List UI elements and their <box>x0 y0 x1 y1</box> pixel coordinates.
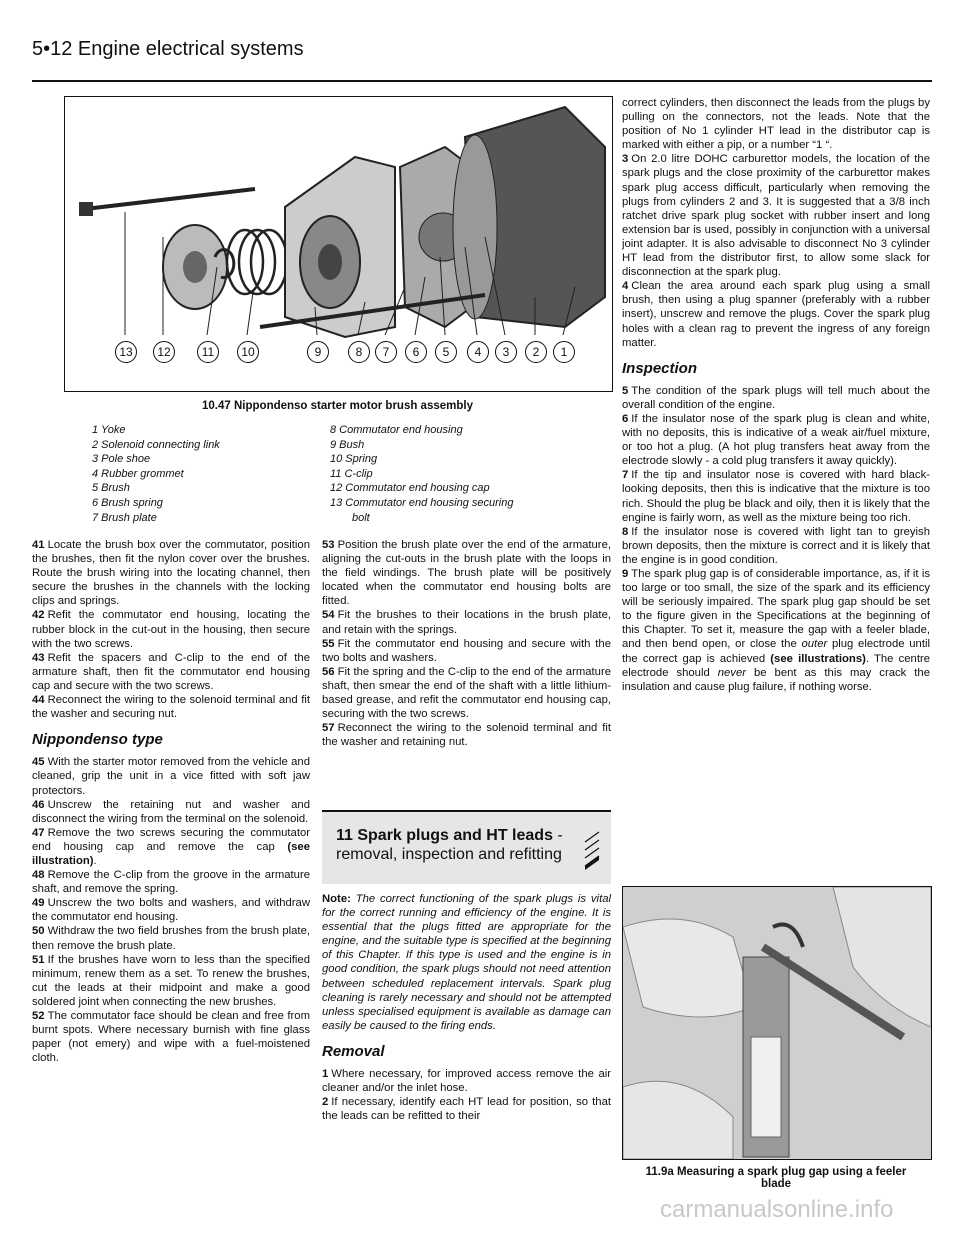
callout-7: 7 <box>375 341 397 363</box>
figure-legend-left <box>92 423 220 525</box>
paragraph: 9 The spark plug gap is of considerable importance, as, if it is too large or too small, the size of the spark and its efficiency will be seriously impaired. The spark plug gap should be set to the figure given in the Specifications at the beginning of this Chapter. To set it, measure the gap with a feeler blade, and then bend open, or close the outer plug electrode until the correct gap is achieved (see illustrations). The centre electrode should never be bent as this may crack the insulation and cause plug failure, if nothing worse. <box>622 568 931 693</box>
column-3 <box>622 96 930 694</box>
subheading: Removal <box>322 1042 385 1060</box>
note-paragraph: Note: The correct functioning of the spark plugs is vital for the correct running and efficiency of the engine. It is essential that the plugs fitted are appropriate for the engine, and the suitable type is specified at the beginning of this Chapter. If this type is used and the engine is in good condition, the spark plugs should not need attention between scheduled replacement intervals. Spark plug cleaning is rarely necessary and should not be attempted unless specialised equipment is available as damage can easily be caused to the firing ends. <box>322 893 611 1032</box>
paragraph: 1 Where necessary, for improved access remove the air cleaner and/or the inlet hose. <box>322 1068 611 1095</box>
paragraph: 44 Reconnect the wiring to the solenoid terminal and fit the washer and securing nut. <box>32 694 310 721</box>
paragraph: 53 Position the brush plate over the end of the armature, aligning the cut-outs in the brush plate with the loops in the field windings. The brush plate will be positively located when the commutator end housing bolts are fitted. <box>322 539 611 608</box>
paragraph: 7 If the tip and insulator nose is covered with hard black-looking deposits, then this is indicative that the mixture is too rich. Should the plug be black and oily, then it is likely that the engine is fairly worn, as well as the mixture being too rich. <box>622 469 930 524</box>
paragraph: 49 Unscrew the two bolts and washers, and withdraw the commutator end housing. <box>32 897 310 924</box>
legend-item: bolt <box>352 511 370 524</box>
figure-caption: 10.47 Nippondenso starter motor brush assembly <box>202 400 473 412</box>
column-2 <box>322 538 611 749</box>
spark-plug-photo <box>622 886 932 1160</box>
paragraph: 4 Clean the area around each spark plug using a small brush, then using a plug spanner (preferably with a rubber insert), unscrew and remove the plugs. Cover the spark plug holes with a clean rag to prevent the ingress of any foreign matter. <box>622 280 930 349</box>
figure-callouts <box>65 337 612 367</box>
column-2-lower <box>322 892 611 1123</box>
section-title: 11 Spark plugs and HT leads - removal, inspection and refitting <box>336 827 563 863</box>
spark-plug-illustration <box>623 887 931 1159</box>
paragraph: 46 Unscrew the retaining nut and washer and disconnect the wiring from the terminal on the solenoid. <box>32 798 310 825</box>
legend-item: 7 Brush plate <box>92 511 157 524</box>
paragraph: 54 Fit the brushes to their locations in the brush plate, and retain with the springs. <box>322 609 611 636</box>
paragraph: 41 Locate the brush box over the commutator, position the brushes, then fit the nylon cover over the brushes. Route the brush wiring into the locating channel, then secure the brushes in the channels with the locking clips and springs. <box>32 539 310 608</box>
callout-10: 10 <box>237 341 259 363</box>
callout-13: 13 <box>115 341 137 363</box>
page-title: 5•12 Engine electrical systems <box>32 38 304 60</box>
paragraph: 56 Fit the spring and the C-clip to the end of the armature shaft, then smear the end of the shaft with a little lithium-based grease, and refit the commutator end housing cap, securing with the two screws. <box>322 665 611 721</box>
legend-item: 4 Rubber grommet <box>92 467 184 480</box>
section-heading-box <box>322 810 611 884</box>
paragraph: 43 Refit the spacers and C-clip to the end of the armature shaft, then fit the commutator end housing cap and secure with the two screws. <box>32 651 310 692</box>
legend-item: 6 Brush spring <box>92 496 163 509</box>
legend-item: 5 Brush <box>92 482 130 495</box>
callout-4: 4 <box>467 341 489 363</box>
watermark: carmanualsonline.info <box>660 1196 894 1223</box>
callout-12: 12 <box>153 341 175 363</box>
figure-legend-right <box>330 423 513 525</box>
legend-item: 11 C-clip <box>330 467 373 480</box>
paragraph: 52 The commutator face should be clean and free from burnt spots. Where necessary burnish with fine glass paper (not emery) and wipe with a fuel-moistened cloth. <box>32 1010 310 1065</box>
paragraph: 42 Refit the commutator end housing, locating the rubber block in the cut-out in the housing, then secure with the two screws. <box>32 609 310 650</box>
starter-motor-figure <box>64 96 613 392</box>
paragraph: 6 If the insulator nose of the spark plug is clean and white, with no deposits, this is indicative of a weak air/fuel mixture, or too hot a plug. (A hot plug transfers heat away from the electrode slowly - a cold plug transfers it away quickly). <box>622 412 930 468</box>
subheading: Inspection <box>622 359 698 377</box>
paragraph: 3 On 2.0 litre DOHC carburettor models, the location of the spark plugs and the close proximity of the carburettor makes spark plug access difficult, particularly when removing the plugs from cylinders 2 and 3. It is suggested that a 3/8 inch ratchet drive spark plug socket with rubber insert and long extension bar is used, possibly in conjunction with a universal joint adapter. It is also advisable to disconnect No 3 cylinder HT lead from the distributor first, to allow some slack for disconnection at the spark plug. <box>622 153 930 279</box>
subheading: Nippondenso type <box>32 731 163 749</box>
callout-3: 3 <box>495 341 517 363</box>
photo-caption: 11.9a Measuring a spark plug gap using a feeler blade <box>645 1166 907 1190</box>
legend-item: 9 Bush <box>330 438 365 451</box>
header-rule <box>32 80 932 82</box>
callout-6: 6 <box>405 341 427 363</box>
legend-item: 13 Commutator end housing securing <box>330 496 514 509</box>
paragraph: 8 If the insulator nose is covered with light tan to greyish brown deposits, then the mixture is correct and it is likely that the engine is in good condition. <box>622 525 930 566</box>
paragraph: 55 Fit the commutator end housing and secure with the two bolts and washers. <box>322 637 611 664</box>
callout-8: 8 <box>348 341 370 363</box>
legend-item: 10 Spring <box>330 453 378 466</box>
callout-1: 1 <box>553 341 575 363</box>
legend-item: 1 Yoke <box>92 424 126 436</box>
paragraph: correct cylinders, then disconnect the leads from the plugs by pulling on the connectors, not the leads. Note that the position of No 1 cylinder HT lead in the distributor cap is marked with either a pip, or a number “1 “. <box>622 97 930 152</box>
callout-11: 11 <box>197 341 219 363</box>
callout-9: 9 <box>307 341 329 363</box>
legend-item: 8 Commutator end housing <box>330 424 463 436</box>
paragraph: 5 The condition of the spark plugs will tell much about the overall condition of the engine. <box>622 384 930 411</box>
paragraph: 48 Remove the C-clip from the groove in the armature shaft, and remove the spring. <box>32 869 310 896</box>
legend-item: 3 Pole shoe <box>92 453 151 466</box>
paragraph: 45 With the starter motor removed from the vehicle and cleaned, grip the unit in a vice fitted with soft jaw protectors. <box>32 756 310 797</box>
legend-item: 2 Solenoid connecting link <box>92 438 220 451</box>
paragraph: 50 Withdraw the two field brushes from the brush plate, then remove the brush plate. <box>32 925 310 952</box>
callout-5: 5 <box>435 341 457 363</box>
legend-item: 12 Commutator end housing cap <box>330 482 490 495</box>
paragraph: 57 Reconnect the wiring to the solenoid terminal and fit the washer and retaining nut. <box>322 722 611 749</box>
paragraph: 2 If necessary, identify each HT lead for position, so that the leads can be refitted to their <box>322 1096 611 1123</box>
difficulty-rating-icon <box>581 826 603 870</box>
paragraph: 51 If the brushes have worn to less than the specified minimum, renew them as a set. To renew the brushes, cut the leads at their midpoint and make a good soldered joint when connecting the new brushes. <box>32 953 310 1008</box>
paragraph: 47 Remove the two screws securing the commutator end housing cap and remove the cap (see illustration). <box>32 826 311 867</box>
column-1 <box>32 538 310 1065</box>
callout-2: 2 <box>525 341 547 363</box>
